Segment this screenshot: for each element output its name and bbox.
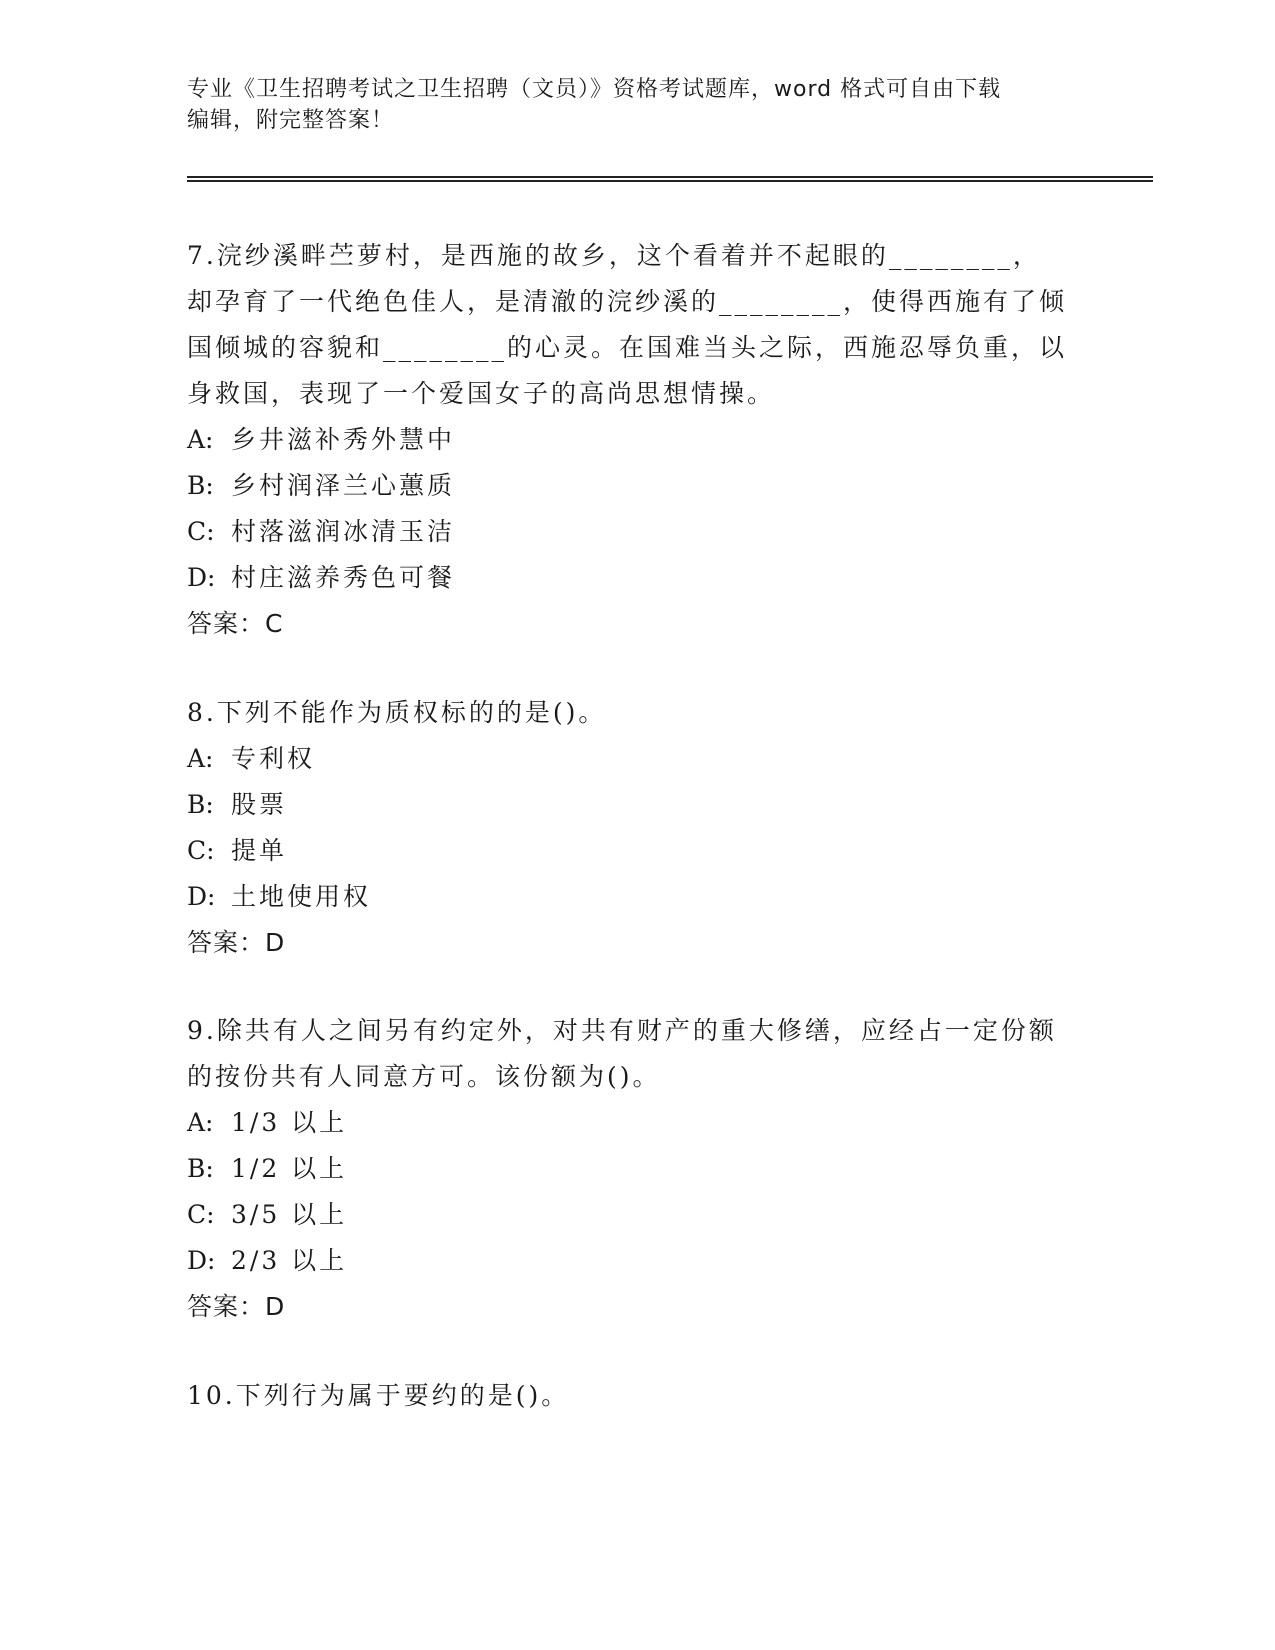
option-text: 提单 [231, 836, 288, 865]
option-c [187, 509, 1067, 555]
answer-label: 答案：D [187, 1292, 286, 1321]
option-text: 乡村润泽兰心蕙质 [231, 471, 456, 500]
option-key: D: [187, 882, 216, 911]
question-7 [187, 233, 1067, 647]
question-10 [187, 1373, 1067, 1419]
option-a [187, 736, 1067, 782]
document-header [187, 74, 1087, 136]
option-text: 土地使用权 [231, 882, 372, 911]
option-a [187, 417, 1067, 463]
option-key: B: [187, 1154, 214, 1183]
option-a [187, 1100, 1067, 1146]
option-text: 1/2 以上 [231, 1154, 348, 1183]
question-9 [187, 1008, 1067, 1330]
option-text: 村落滋润冰清玉洁 [231, 517, 456, 546]
header-double-rule [187, 176, 1153, 182]
header-line-1: 专业《卫生招聘考试之卫生招聘（文员）》资格考试题库，word 格式可自由下载 [187, 77, 1002, 102]
option-d [187, 874, 1067, 920]
option-b [187, 463, 1067, 509]
option-key: A: [187, 425, 214, 454]
answer-label: 答案：C [187, 609, 284, 638]
option-key: B: [187, 790, 214, 819]
option-text: 专利权 [231, 744, 316, 773]
option-text: 股票 [231, 790, 288, 819]
option-d [187, 555, 1067, 601]
question-text: 7.浣纱溪畔苎萝村，是西施的故乡，这个看着并不起眼的________，却孕育了一代绝色佳人，是清澈的浣纱溪的________，使得西施有了倾国倾城的容貌和________的心灵。在国难当头之际，西施忍辱负重，以身救国，表现了一个爱国女子的高尚思想情操。 [187, 241, 1068, 408]
option-text: 乡井滋补秀外慧中 [231, 425, 456, 454]
option-text: 2/3 以上 [231, 1246, 348, 1275]
option-d [187, 1238, 1067, 1284]
option-key: D: [187, 1246, 216, 1275]
option-key: C: [187, 517, 215, 546]
option-key: D: [187, 563, 216, 592]
answer-label: 答案：D [187, 928, 286, 957]
option-key: C: [187, 1200, 215, 1229]
option-key: A: [187, 1108, 214, 1137]
option-b [187, 1146, 1067, 1192]
option-b [187, 782, 1067, 828]
option-key: B: [187, 471, 214, 500]
option-text: 1/3 以上 [231, 1108, 348, 1137]
option-c [187, 828, 1067, 874]
option-text: 村庄滋养秀色可餐 [231, 563, 456, 592]
question-8 [187, 690, 1067, 966]
option-text: 3/5 以上 [231, 1200, 348, 1229]
question-text: 9.除共有人之间另有约定外，对共有财产的重大修缮，应经占一定份额的按份共有人同意方可。该份额为()。 [187, 1016, 1057, 1091]
header-line-2: 编辑，附完整答案！ [187, 108, 395, 133]
option-key: A: [187, 744, 214, 773]
option-key: C: [187, 836, 215, 865]
option-c [187, 1192, 1067, 1238]
question-text: 8.下列不能作为质权标的的是()。 [187, 698, 607, 727]
question-text: 10.下列行为属于要约的是()。 [187, 1381, 570, 1410]
